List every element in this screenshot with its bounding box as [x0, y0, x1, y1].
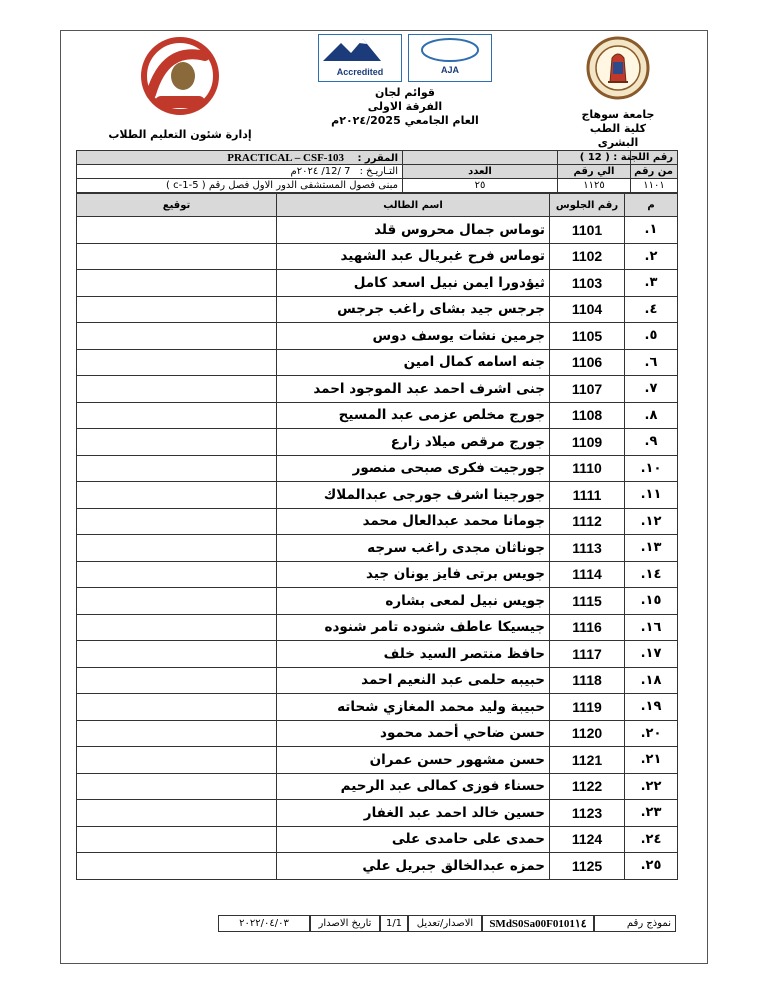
row-index: ٢٤. — [625, 826, 678, 853]
row-index: ٢٠. — [625, 720, 678, 747]
table-row — [77, 376, 678, 403]
table-row — [77, 270, 678, 297]
col-name-header: اسم الطالب — [277, 194, 550, 217]
signature-cell — [77, 694, 277, 721]
row-index: ٢٣. — [625, 800, 678, 827]
student-name: جويس برتى فايز يونان جيد — [277, 561, 550, 588]
seat-number: 1124 — [550, 826, 625, 853]
table-row — [77, 614, 678, 641]
seat-number: 1122 — [550, 773, 625, 800]
row-index: ٣. — [625, 270, 678, 297]
seat-number: 1123 — [550, 800, 625, 827]
seat-number: 1118 — [550, 667, 625, 694]
row-index: ١. — [625, 217, 678, 244]
from-value: ١١٠١ — [631, 179, 678, 193]
header-line-3: العام الجامعي ٢٠٢٤/2025م — [331, 114, 479, 127]
accredited-logo: Accredited — [318, 34, 402, 82]
row-index: ٢١. — [625, 747, 678, 774]
seat-number: 1107 — [550, 376, 625, 403]
seat-number: 1125 — [550, 853, 625, 880]
seat-number: 1114 — [550, 561, 625, 588]
course-label: المقرر : — [357, 152, 398, 164]
student-name: جورج مخلص عزمى عبد المسيح — [277, 402, 550, 429]
table-row — [77, 349, 678, 376]
date-cell — [77, 165, 403, 179]
signature-cell — [77, 323, 277, 350]
table-row — [77, 853, 678, 880]
student-name: جرجس جيد بشاى راغب جرجس — [277, 296, 550, 323]
signature-cell — [77, 614, 277, 641]
university-header — [568, 36, 668, 150]
row-index: ٦. — [625, 349, 678, 376]
mountain-icon — [319, 35, 401, 65]
seat-number: 1110 — [550, 455, 625, 482]
seat-number: 1103 — [550, 270, 625, 297]
table-row — [77, 455, 678, 482]
table-row — [77, 588, 678, 615]
row-index: ١١. — [625, 482, 678, 509]
signature-cell — [77, 561, 277, 588]
student-name: توماس فرح غبريال عبد الشهيد — [277, 243, 550, 270]
student-name: ثيؤدورا ايمن نبيل اسعد كامل — [277, 270, 550, 297]
seat-number: 1105 — [550, 323, 625, 350]
seat-number: 1116 — [550, 614, 625, 641]
center-header — [305, 34, 505, 128]
signature-cell — [77, 588, 277, 615]
student-name: حبيبة وليد محمد المغازي شحاته — [277, 694, 550, 721]
signature-cell — [77, 270, 277, 297]
seat-number: 1101 — [550, 217, 625, 244]
table-row — [77, 694, 678, 721]
location: مبنى فصول المستشفى الدور الاول فصل رقم ( c-1-5 ) — [77, 179, 403, 193]
student-name: حسين خالد احمد عبد الغفار — [277, 800, 550, 827]
to-value: ١١٢٥ — [558, 179, 631, 193]
table-row — [77, 217, 678, 244]
signature-cell — [77, 535, 277, 562]
seat-number: 1115 — [550, 588, 625, 615]
student-name: جومانا محمد عبدالعال محمد — [277, 508, 550, 535]
issue-value: 1/1 — [380, 915, 408, 932]
student-name: حافظ منتصر السيد خلف — [277, 641, 550, 668]
committee-info-table — [76, 150, 678, 193]
student-name: جورجيت فكرى صبحى منصور — [277, 455, 550, 482]
row-index: ١٤. — [625, 561, 678, 588]
signature-cell — [77, 376, 277, 403]
university-seal-icon — [586, 36, 650, 100]
student-name: توماس جمال محروس قلد — [277, 217, 550, 244]
student-affairs-logo-icon — [125, 36, 235, 118]
seat-number: 1120 — [550, 720, 625, 747]
row-index: ١٣. — [625, 535, 678, 562]
table-row — [77, 561, 678, 588]
row-index: ٢. — [625, 243, 678, 270]
issue-date-value: ٢٠٢٢/٠٤/٠٣ — [218, 915, 310, 932]
seat-number: 1111 — [550, 482, 625, 509]
table-row — [77, 429, 678, 456]
table-row — [77, 747, 678, 774]
row-index: ٥. — [625, 323, 678, 350]
table-row — [77, 296, 678, 323]
student-name: حسن مشهور حسن عمران — [277, 747, 550, 774]
signature-cell — [77, 853, 277, 880]
student-name: حمزه عبدالخالق جبريل علي — [277, 853, 550, 880]
form-footer — [106, 915, 676, 933]
table-row — [77, 826, 678, 853]
col-signature-header: توقيع — [77, 194, 277, 217]
row-index: ٧. — [625, 376, 678, 403]
signature-cell — [77, 508, 277, 535]
row-index: ١٦. — [625, 614, 678, 641]
signature-cell — [77, 773, 277, 800]
row-index: ١٢. — [625, 508, 678, 535]
count-label: العدد — [403, 165, 558, 179]
students-rows — [77, 217, 678, 880]
table-row — [77, 641, 678, 668]
signature-cell — [77, 720, 277, 747]
student-name: جورج مرقص ميلاد زارع — [277, 429, 550, 456]
signature-cell — [77, 667, 277, 694]
signature-cell — [77, 429, 277, 456]
date-value: 7 /12/ ٢٠٢٤م — [290, 166, 351, 177]
student-name: حسن ضاحي أحمد محمود — [277, 720, 550, 747]
header-line-2: الفرقة الاولى — [367, 100, 443, 113]
col-seat-header: رقم الجلوس — [550, 194, 625, 217]
course-blank — [403, 151, 558, 165]
student-name: جويس نبيل لمعى بشاره — [277, 588, 550, 615]
seat-number: 1113 — [550, 535, 625, 562]
student-name: حسناء فوزى كمالى عبد الرحيم — [277, 773, 550, 800]
students-table — [76, 193, 678, 880]
table-row — [77, 720, 678, 747]
seat-number: 1102 — [550, 243, 625, 270]
signature-cell — [77, 296, 277, 323]
to-label: الي رقم — [558, 165, 631, 179]
committee-number: رقم اللجنة : ( 12 ) — [631, 151, 678, 165]
table-row — [77, 667, 678, 694]
committee-sheet — [76, 150, 678, 880]
seat-number: 1106 — [550, 349, 625, 376]
faculty-name: كلية الطب البشرى — [589, 122, 647, 149]
seat-number: 1117 — [550, 641, 625, 668]
signature-cell — [77, 243, 277, 270]
row-index: ١٨. — [625, 667, 678, 694]
count-value: ٢٥ — [403, 179, 558, 193]
signature-cell — [77, 217, 277, 244]
form-label-box — [594, 915, 676, 932]
table-row — [77, 773, 678, 800]
table-row — [77, 243, 678, 270]
row-index: ٢٥. — [625, 853, 678, 880]
table-row — [77, 482, 678, 509]
department-name: إدارة شئون التعليم الطلاب — [108, 128, 252, 141]
accreditation-logos — [305, 34, 505, 82]
course-code: PRACTICAL – CSF-103 — [227, 151, 344, 164]
course-cell — [77, 151, 403, 165]
seat-number: 1119 — [550, 694, 625, 721]
table-row — [77, 508, 678, 535]
table-row — [77, 800, 678, 827]
issue-label: الاصدار/تعديل — [408, 915, 482, 932]
table-row — [77, 323, 678, 350]
signature-cell — [77, 402, 277, 429]
seat-number: 1109 — [550, 429, 625, 456]
form-number: SMdS0Sa00F0101١٤ — [482, 915, 594, 932]
student-name: جيسيكا عاطف شنوده تامر شنوده — [277, 614, 550, 641]
col-index-header: م — [625, 194, 678, 217]
row-index: ٩. — [625, 429, 678, 456]
signature-cell — [77, 482, 277, 509]
student-name: جوناثان مجدى راغب سرجه — [277, 535, 550, 562]
table-row — [77, 535, 678, 562]
student-name: حبيبه حلمى عبد النعيم احمد — [277, 667, 550, 694]
seat-number: 1108 — [550, 402, 625, 429]
form-label: نموذج رقم — [626, 918, 671, 929]
student-name: جرمين نشات يوسف دوس — [277, 323, 550, 350]
table-row — [77, 402, 678, 429]
row-index: ١٩. — [625, 694, 678, 721]
signature-cell — [77, 747, 277, 774]
signature-cell — [77, 826, 277, 853]
aja-mark-icon — [409, 35, 491, 63]
university-name: جامعة سوهاج — [581, 108, 655, 121]
student-name: جنى اشرف احمد عبد الموجود احمد — [277, 376, 550, 403]
from-label: من رقم — [631, 165, 678, 179]
student-name: حمدى على حامدى على — [277, 826, 550, 853]
row-index: ١٠. — [625, 455, 678, 482]
issue-date-label: تاريخ الاصدار — [310, 915, 380, 932]
seat-number: 1112 — [550, 508, 625, 535]
date-label: التـاريـخ : — [359, 166, 398, 177]
signature-cell — [77, 349, 277, 376]
signature-cell — [77, 641, 277, 668]
seat-number: 1104 — [550, 296, 625, 323]
department-header — [95, 36, 265, 142]
row-index: ١٧. — [625, 641, 678, 668]
row-index: ٤. — [625, 296, 678, 323]
signature-cell — [77, 455, 277, 482]
aja-logo: AJA — [408, 34, 492, 82]
row-index: ٨. — [625, 402, 678, 429]
student-name: جنه اسامه كمال امين — [277, 349, 550, 376]
seat-number: 1121 — [550, 747, 625, 774]
row-index: ٢٢. — [625, 773, 678, 800]
row-index: ١٥. — [625, 588, 678, 615]
student-name: جورجينا اشرف جورجى عبدالملاك — [277, 482, 550, 509]
header-line-1: قوائم لجان — [374, 86, 436, 99]
signature-cell — [77, 800, 277, 827]
